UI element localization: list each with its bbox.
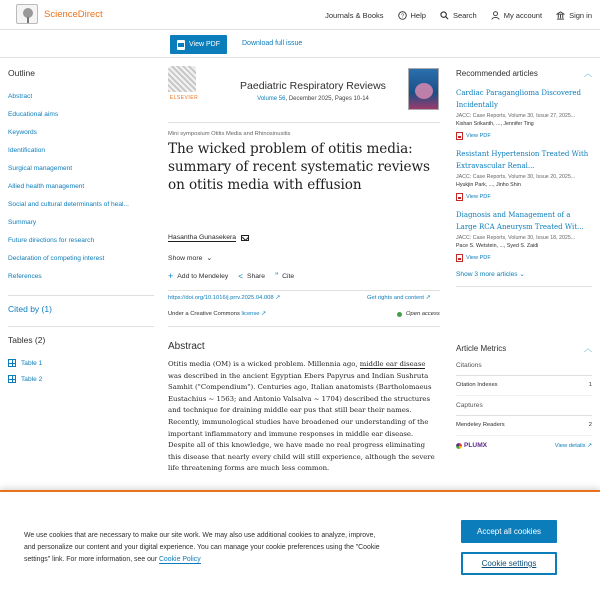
show-more-button[interactable]	[168, 254, 212, 262]
license-prefix: Under a Creative Commons	[168, 311, 242, 317]
view-details-label: View details	[554, 442, 586, 449]
view-pdf-label: View PDF	[466, 133, 491, 139]
recommended-article-meta: JACC: Case Reports, Volume 30, Issue 27, 2025...	[456, 113, 576, 119]
header-nav	[325, 0, 592, 30]
elsevier-tree-icon	[16, 4, 38, 24]
accept-all-cookies-button[interactable]: Accept all cookies	[461, 520, 557, 543]
metrics-title: Article Metrics	[456, 344, 507, 353]
sciencedirect-logo[interactable]	[16, 4, 103, 24]
show-more-articles-label: Show 3 more articles	[456, 271, 518, 278]
outline-item-identification[interactable]: Identification	[8, 147, 46, 154]
chevron-down-icon: ⌄	[206, 255, 213, 262]
divider	[8, 295, 154, 296]
outline-item-surgical-management[interactable]: Surgical management	[8, 165, 73, 172]
recommended-title: Recommended articles	[456, 69, 538, 78]
nav-journals-books-label: Journals & Books	[325, 10, 384, 20]
recommended-article-authors: Hyukjin Park, ..., Jinho Shin	[456, 182, 521, 188]
view-pdf-label: View PDF	[189, 41, 220, 48]
recommended-view-pdf-link[interactable]	[456, 132, 592, 140]
cite-label: Cite	[282, 273, 295, 280]
recommended-articles-panel	[456, 68, 592, 287]
table-icon	[8, 359, 16, 367]
outline-item-competing-interest[interactable]: Declaration of competing interest	[8, 255, 105, 262]
journal-meta	[218, 96, 408, 102]
elsevier-tree-icon	[168, 66, 196, 92]
outline-item-abstract[interactable]: Abstract	[8, 93, 33, 100]
top-header	[0, 0, 600, 30]
plus-icon: +	[168, 271, 174, 281]
citations-label: Citations	[456, 362, 592, 376]
mendeley-readers-row	[456, 422, 592, 436]
publisher-name: ELSEVIER	[169, 95, 199, 101]
rights-text: Get rights and content	[367, 295, 425, 301]
journal-cover-image[interactable]	[408, 68, 439, 110]
author-name: Hasantha Gunasekera	[168, 234, 237, 241]
plumx-label: PLUMX	[464, 442, 488, 449]
table-icon	[8, 375, 16, 383]
captures-label: Captures	[456, 402, 592, 416]
nav-sign-in-label: Sign in	[569, 10, 592, 20]
recommended-article	[456, 87, 592, 140]
recommended-article-meta: JACC: Case Reports, Volume 30, Issue 20, 2025...	[456, 174, 576, 180]
table-1-label: Table 1	[21, 359, 43, 367]
pdf-icon	[456, 254, 463, 262]
citation-indexes-row	[456, 382, 592, 396]
volume-link[interactable]: Volume 56	[257, 96, 286, 102]
nav-sign-in[interactable]	[556, 11, 592, 20]
abstract-text	[168, 359, 440, 475]
share-label: Share	[246, 273, 266, 280]
elsevier-logo[interactable]	[168, 66, 200, 102]
metrics-header[interactable]	[456, 343, 592, 354]
nav-help-label: Help	[410, 10, 426, 20]
open-access-label: Open access	[406, 311, 440, 317]
external-link-icon: ↗	[275, 295, 281, 301]
mendeley-readers-value: 2	[588, 422, 592, 428]
divider	[168, 326, 440, 327]
cited-by-link[interactable]: Cited by (1)	[8, 304, 52, 314]
show-more-articles-link[interactable]	[456, 270, 592, 278]
article-actions	[168, 273, 294, 280]
quote-icon: ”	[275, 271, 279, 281]
cookie-message: We use cookies that are necessary to make our site work. We may also use additional cookies to analyze, improve, and personalize our content and your digital experience. You can manage your cookie preferences using the "Cookie settings" link. For more information, see our	[24, 532, 380, 563]
outline-item-references[interactable]: References	[8, 273, 42, 280]
chevron-up-icon: ︿	[584, 69, 592, 78]
nav-help[interactable]	[398, 11, 426, 20]
outline-item-allied-health[interactable]: Allied health management	[8, 183, 85, 190]
recommended-view-pdf-link[interactable]	[456, 193, 592, 201]
outline-item-social-cultural[interactable]: Social and cultural determinants of heal...	[8, 201, 129, 208]
add-to-mendeley-button[interactable]	[168, 273, 228, 280]
recommended-article-title[interactable]: Resistant Hypertension Treated With Extravascular Renal...	[456, 150, 589, 170]
download-full-issue-link[interactable]: Download full issue	[242, 40, 303, 47]
chevron-down-icon: ⌄	[519, 271, 525, 278]
chevron-up-icon: ︿	[584, 344, 592, 353]
cookie-policy-link[interactable]: Cookie Policy	[158, 556, 201, 563]
recommended-article-title[interactable]: Cardiac Paraganglioma Discovered Incidentally	[456, 89, 582, 109]
article-title: The wicked problem of otitis media: summary of recent systematic reviews on otitis media with effusion	[168, 141, 430, 193]
add-to-mendeley-label: Add to Mendeley	[177, 273, 229, 280]
recommended-view-pdf-link[interactable]	[456, 254, 592, 262]
pdf-icon	[177, 40, 185, 50]
abstract-part-2: was described in the ancient Egyptian Ebers Papyrus and Indian Sushruta Samhit ("Compendium"). Centuries ago, Italian anatomists (Bartholomaeus Eustachius ~ 1563; and Antonio Valsalva ~ 1704) described the structures and technique for draining middle ear pus that still bear their names. Recently, immunological studies have broadened our understanding of the important inflammatory and immune responses in middle ear disease. Despite all of this knowledge, we have made no real progress eliminating this disease that nearly every child will still experience, although the severe life threatening forms are much less common.	[168, 371, 435, 473]
svg-text:?: ?	[400, 13, 404, 20]
nav-my-account-label: My account	[503, 10, 543, 20]
table-2-link[interactable]	[8, 371, 154, 387]
plumx-logo	[456, 442, 487, 449]
help-icon	[398, 11, 407, 20]
share-button[interactable]	[238, 273, 265, 280]
view-details-link[interactable]	[555, 443, 592, 449]
license-link[interactable]: license	[241, 311, 260, 317]
journal-title[interactable]: Paediatric Respiratory Reviews	[240, 80, 386, 92]
pdf-icon	[456, 193, 463, 201]
cookie-settings-button[interactable]: Cookie settings	[461, 552, 557, 575]
abstract-part-1: Otitis media (OM) is a wicked problem. Millennia ago,	[168, 360, 360, 368]
nav-my-account[interactable]	[491, 11, 542, 20]
table-2-label: Table 2	[21, 375, 43, 383]
divider	[456, 286, 592, 287]
tables-heading: Tables (2)	[8, 335, 46, 345]
recommended-article-title[interactable]: Diagnosis and Management of a Large RCA Aneurysm Treated Wit...	[456, 211, 584, 231]
middle-ear-disease-link[interactable]: middle ear disease	[359, 360, 426, 368]
outline-item-summary[interactable]: Summary	[8, 219, 37, 226]
divider	[168, 122, 440, 123]
view-pdf-button[interactable]	[170, 35, 227, 54]
institution-icon	[556, 11, 565, 20]
citation-indexes-value: 1	[588, 382, 592, 388]
journal-header	[168, 66, 440, 116]
plumx-icon	[456, 443, 462, 449]
recommended-article-meta: JACC: Case Reports, Volume 30, Issue 18, 2025...	[456, 235, 576, 241]
recommended-article-authors: Kishan Srikanth, ..., Jennifer Ting	[456, 121, 534, 127]
recommended-article	[456, 209, 592, 262]
nav-journals-books[interactable]	[325, 11, 383, 20]
divider	[8, 326, 154, 327]
mail-icon	[241, 235, 249, 241]
cookie-banner	[0, 490, 600, 600]
article-metrics-panel	[456, 343, 592, 449]
abstract-heading: Abstract	[168, 341, 205, 352]
outline-item-future-directions[interactable]: Future directions for research	[8, 237, 95, 244]
nav-search[interactable]	[440, 11, 477, 20]
external-link-icon: ↗	[261, 311, 266, 317]
user-icon	[491, 11, 500, 20]
table-1-link[interactable]	[8, 355, 154, 371]
divider	[168, 290, 440, 291]
view-pdf-label: View PDF	[466, 255, 491, 261]
recommended-article	[456, 148, 592, 201]
cookie-text	[24, 530, 384, 566]
article-toolbar	[0, 30, 600, 58]
external-link-icon: ↗	[425, 295, 431, 301]
share-icon: <	[238, 272, 243, 281]
open-access-badge	[397, 311, 440, 317]
outline-sidebar	[8, 68, 154, 387]
doi-text: https://doi.org/10.1016/j.prrv.2025.04.008	[168, 295, 274, 301]
outline-item-keywords[interactable]: Keywords	[8, 129, 37, 136]
recommended-article-authors: Pace S. Wetstein, ..., Syed S. Zaidi	[456, 243, 539, 249]
outline-item-educational-aims[interactable]: Educational aims	[8, 111, 59, 118]
cite-button[interactable]	[275, 273, 294, 280]
article-type: Mini symposium Otitis Media and Rhinosinusitis	[168, 131, 291, 137]
mendeley-readers-label: Mendeley Readers	[456, 422, 505, 428]
open-access-dot-icon	[397, 312, 402, 317]
plumx-row	[456, 442, 592, 449]
view-pdf-label: View PDF	[466, 194, 491, 200]
recommended-header[interactable]	[456, 68, 592, 79]
issue-details: , December 2025, Pages 10-14	[285, 96, 369, 102]
outline-list	[8, 92, 154, 290]
search-icon	[440, 11, 449, 20]
nav-search-label: Search	[452, 10, 477, 20]
external-link-icon: ↗	[587, 442, 592, 449]
pdf-icon	[456, 132, 463, 140]
brand-name: ScienceDirect	[44, 8, 103, 20]
citation-indexes-label: Citation Indexes	[456, 382, 498, 388]
license-statement	[168, 311, 266, 317]
rights-content-link[interactable]	[367, 295, 431, 301]
outline-heading: Outline	[8, 68, 35, 78]
author[interactable]	[168, 234, 249, 242]
show-more-label: Show more	[168, 254, 203, 262]
doi-link[interactable]	[168, 295, 280, 301]
